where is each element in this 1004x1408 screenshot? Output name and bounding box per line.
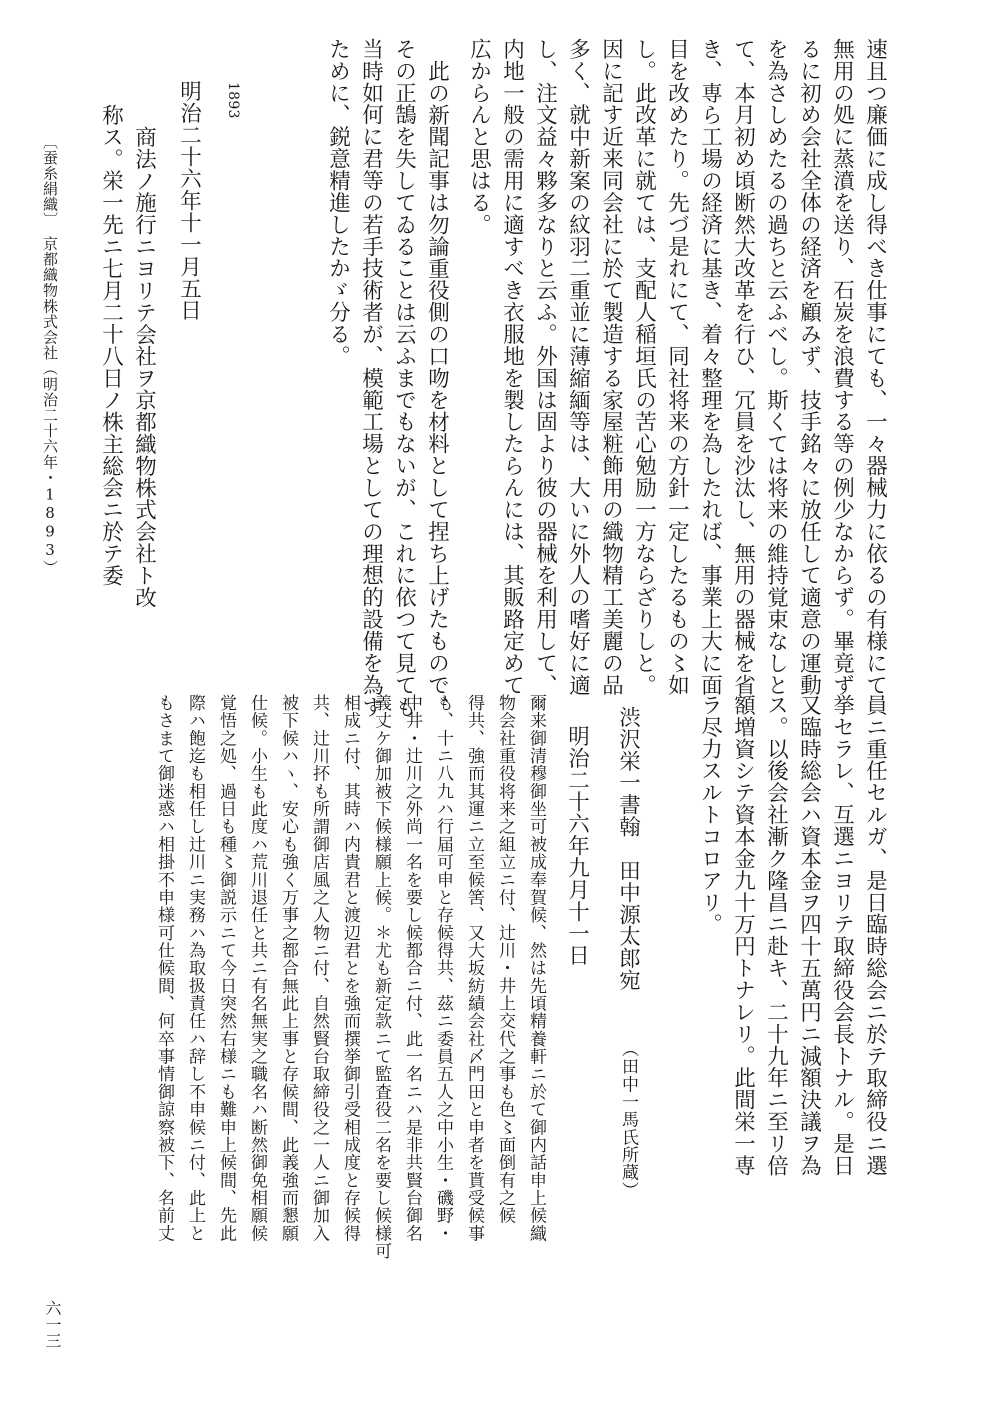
source-attribution: 〔蚕糸絹織〕 京都織物株式会社（明治二十六年・1893） xyxy=(41,134,59,576)
upper-column-17: ために、鋭意精進したかゞ分る。 xyxy=(325,38,351,367)
lower-column-3: 又臨時総会ハ資本金ヲ四十五萬円ニ減額決議ヲ為 xyxy=(796,694,822,1177)
lower-column-6: ラ尽力スルトコロアリ。 xyxy=(697,694,723,936)
letter-column-13: もさまて御迷惑ハ相掛不申様可仕候間、何卒事情御諒察被下、名前丈 xyxy=(154,694,174,1243)
upper-column-5: て、本月初め頃断然大改革を行ひ、冗員を沙汰し、無用の器械を省 xyxy=(730,38,756,696)
upper-column-9: 因に記す近来同会社に於て製造する家屋粧飾用の織物精工美麗の品 xyxy=(598,38,624,696)
decree-column-2: 称ス。栄一先ニ七月二十八日ノ株主総会ニ於テ委 xyxy=(98,104,124,587)
upper-column-3: るに初め会社全体の経済を顧みず、技手銘々に放任して適意の運動 xyxy=(796,38,822,696)
lower-column-5: 額増資シテ資本金九十万円トナレリ。此間栄一専 xyxy=(730,694,756,1177)
upper-column-1: 速且つ廉価に成し得べき仕事にても、一々器械力に依るの有様にて xyxy=(862,38,888,696)
letter-column-1: 爾来御清穆御坐可被成奉賀候、然は先頃精養軒ニ於て御内話申上候織 xyxy=(526,694,546,1243)
letter-title: 渋沢栄一書翰 田中源太郎宛 xyxy=(615,706,641,992)
upper-column-2: 無用の処に蒸濆を送り、石炭を浪費する等の例少なからず。畢竟ず xyxy=(829,38,855,696)
letter-column-8: 共、辻川抔も所謂御店風之人物ニ付、自然賢台取締役之一人ニ御加入 xyxy=(309,694,329,1243)
upper-column-13: 広からんと思はる。 xyxy=(466,38,492,236)
page-number: 六一三 xyxy=(43,1300,62,1349)
lower-column-2: 挙セラレ、互選ニヨリテ取締役会長トナル。是日 xyxy=(829,694,855,1177)
letter-column-10: 仕候。小生も此度ハ荒川退任と共ニ有名無実之職名ハ断然御免相願候 xyxy=(247,694,267,1243)
letter-column-12: 際ハ飽迄も相任し辻川ニ実務ハ為取扱責任ハ辞し不申候ニ付、此上と xyxy=(185,694,205,1243)
upper-column-14: 此の新聞記事は勿論重役側の口吻を材料として捏ち上げたもので、 xyxy=(424,60,450,718)
letter-column-5: 中井・辻川之外尚一名を要し候都合ニ付、此一名ニハ是非共賢台御名 xyxy=(402,694,422,1243)
upper-column-16: 当時如何に君等の若手技術者が、模範工場としての理想的設備を為す xyxy=(358,38,384,718)
letter-column-4: も、十ニ八九ハ行届可申と存候得共、茲ニ委員五人之中小生・磯野・ xyxy=(433,694,453,1243)
upper-column-12: 内地一般の需用に適すべき衣服地を製したらんには、其販路定めて xyxy=(499,38,525,696)
upper-column-8: し。此改革に就ては、支配人稲垣氏の苦心勉励一方ならざりしと。 xyxy=(631,38,657,696)
letter-source: （田中一馬氏所蔵） xyxy=(618,1040,638,1200)
letter-column-11: 覚悟之処、過日も種〻御説示ニて今日突然右様ニも難申上候間、先此 xyxy=(216,694,236,1243)
letter-column-7: 相成ニ付、其時ハ内貴君と渡辺君とを強而撰挙御引受相成度と存候得 xyxy=(340,694,360,1243)
upper-column-15: その正鵠を失してゐることは云ふまでもないが、これに依つて見ても xyxy=(391,38,417,718)
lower-column-4: ス。以後会社漸ク隆昌ニ赴キ、二十九年ニ至リ倍 xyxy=(763,694,789,1177)
upper-column-7: 目を改めたり。先づ是れにて、同社将来の方針一定したるもの〻如 xyxy=(664,38,690,696)
upper-column-11: し、注文益々夥多なりと云ふ。外国は固より彼の器械を利用して、 xyxy=(532,38,558,696)
letter-date: 明治二十六年九月十一日 xyxy=(564,725,590,967)
upper-column-6: き、専ら工場の経済に基き、着々整理を為したれば、事業上大に面 xyxy=(697,38,723,696)
upper-column-4: を為さしめたるの過ちと云ふべし。斯くては将来の維持覚束なしと xyxy=(763,38,789,696)
letter-column-2: 物会社重役将来之組立ニ付、辻川・井上交代之事も色〻面倒有之候 xyxy=(495,694,515,1225)
letter-column-3: 得共、強而其運ニ立至候筈、又大坂紡績会社〆門田と申者を貰受候事 xyxy=(464,694,484,1243)
letter-column-6: 義丈ケ御加被下候様願上候。＊尤も新定款ニて監査役二名を要し候様可 xyxy=(371,694,391,1260)
upper-column-10: 多く、就中新案の紋羽二重並に薄縮緬等は、大いに外人の嗜好に適 xyxy=(565,38,591,696)
decree-column-1: 商法ノ施行ニヨリテ会社ヲ京都織物株式会社ト改 xyxy=(131,126,157,609)
lower-column-1: 員ニ重任セルガ、是日臨時総会ニ於テ取締役ニ選 xyxy=(862,694,888,1177)
letter-column-9: 被下候ハヽ、安心も強く万事之都合無此上事と存候間、此義強而懇願 xyxy=(278,694,298,1243)
year-note: 1893 xyxy=(225,82,241,119)
date-heading: 明治二十六年十一月五日 xyxy=(176,80,202,322)
